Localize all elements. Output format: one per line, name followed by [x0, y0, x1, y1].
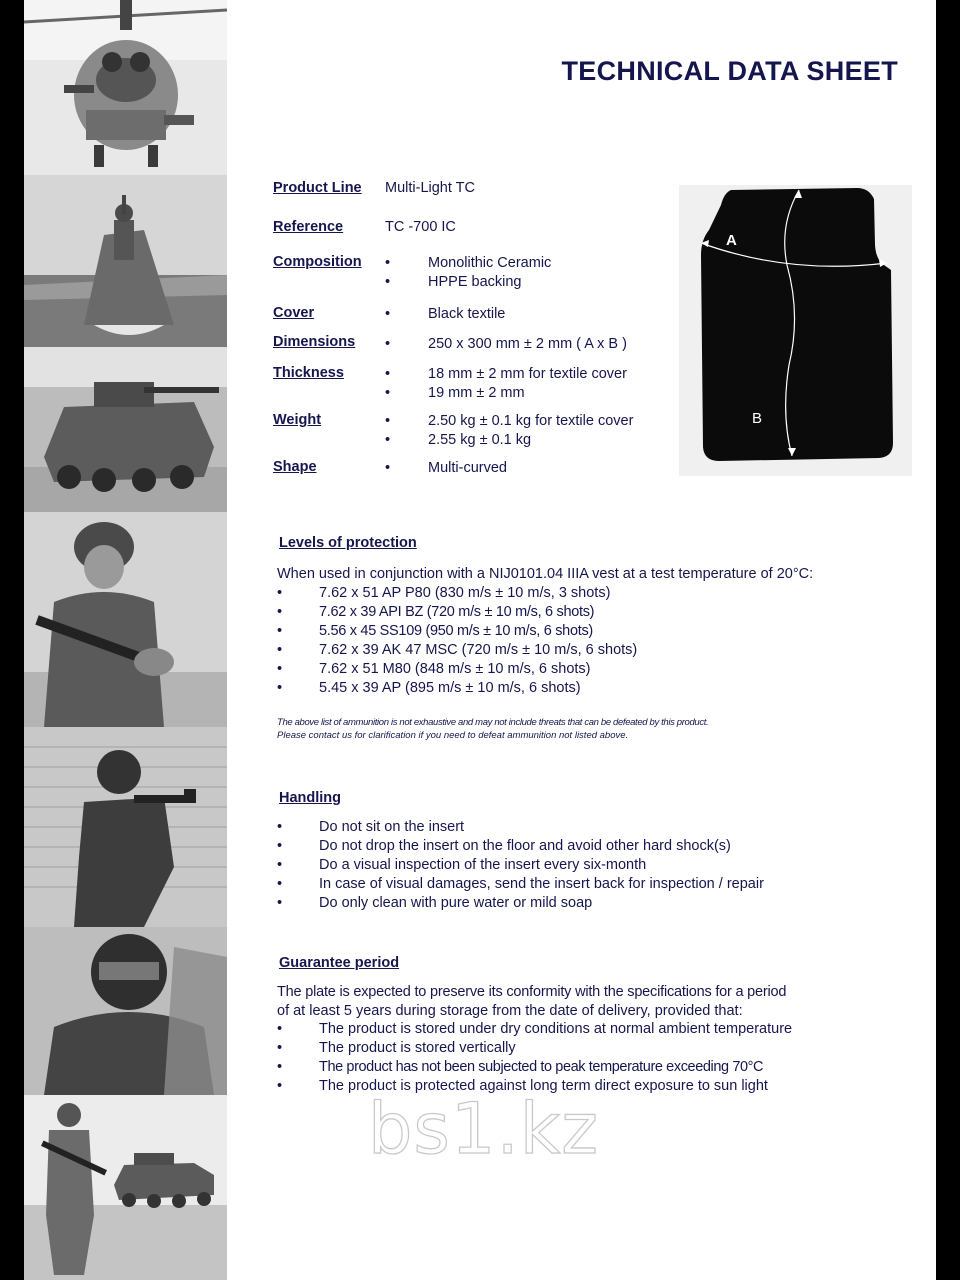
bullet: • — [277, 1021, 283, 1037]
guarantee-intro-line: of at least 5 years during storage from the date of delivery, provided that: — [277, 1003, 743, 1019]
armored-vehicle-photo — [24, 347, 227, 512]
handling-item: Do not drop the insert on the floor and avoid other hard shock(s) — [319, 838, 731, 854]
bullet: • — [385, 366, 391, 382]
spec-weight-item: 2.50 kg ± 0.1 kg for textile cover — [428, 413, 634, 429]
list-item — [277, 818, 764, 837]
plate-label-b: B — [752, 410, 763, 427]
bullet: • — [277, 623, 283, 639]
spec-label-cover: Cover — [273, 305, 315, 321]
left-black-border — [0, 0, 24, 1280]
bullet: • — [277, 661, 283, 677]
bullet: • — [385, 432, 391, 448]
bullet: • — [385, 306, 391, 322]
spec-label-product-line: Product Line — [273, 180, 362, 196]
protection-item: 7.62 x 51 M80 (848 m/s ± 10 m/s, 6 shots) — [319, 661, 591, 677]
plate-label-a: A — [726, 232, 737, 249]
spec-composition-item: HPPE backing — [428, 274, 522, 290]
protection-item: 7.62 x 39 API BZ (720 m/s ± 10 m/s, 6 shots) — [319, 604, 595, 620]
guarantee-list — [277, 1020, 792, 1096]
ammunition-note — [277, 716, 708, 742]
soldier-rifle-photo — [24, 512, 227, 727]
spec-dimensions-item: 250 x 300 mm ± 2 mm ( A x B ) — [428, 336, 627, 352]
list-item — [277, 894, 764, 913]
right-black-border — [936, 0, 960, 1280]
bullet: • — [277, 876, 283, 892]
bullet: • — [277, 1078, 283, 1094]
list-item — [277, 1039, 792, 1058]
spec-weight-item: 2.55 kg ± 0.1 kg — [428, 432, 532, 448]
list-item — [277, 875, 764, 894]
soldier-pistol-photo — [24, 727, 227, 927]
document-title: TECHNICAL DATA SHEET — [561, 56, 898, 86]
protection-item: 7.62 x 51 AP P80 (830 m/s ± 10 m/s, 3 shots) — [319, 585, 611, 601]
protection-item: 7.62 x 39 AK 47 MSC (720 m/s ± 10 m/s, 6 shots) — [319, 642, 638, 658]
bullet: • — [277, 838, 283, 854]
spec-thickness-item: 19 mm ± 2 mm — [428, 385, 525, 401]
protection-list — [277, 584, 637, 698]
spec-label-dimensions: Dimensions — [273, 334, 356, 350]
list-item — [277, 660, 637, 679]
protection-intro: When used in conjunction with a NIJ0101.04 IIIA vest at a test temperature of 20°C: — [277, 566, 814, 582]
handling-item: In case of visual damages, send the insert back for inspection / repair — [319, 876, 764, 892]
list-item — [277, 856, 764, 875]
photo-strip — [24, 0, 227, 1280]
spec-label-shape: Shape — [273, 459, 317, 475]
protection-item: 5.56 x 45 SS109 (950 m/s ± 10 m/s, 6 shots) — [319, 623, 593, 639]
spec-label-thickness: Thickness — [273, 365, 344, 381]
list-item — [277, 679, 637, 698]
spec-label-reference: Reference — [273, 219, 344, 235]
bullet: • — [277, 680, 283, 696]
bullet: • — [277, 895, 283, 911]
bullet: • — [277, 585, 283, 601]
data-sheet-page — [24, 0, 936, 1280]
desert-soldier-photo — [24, 1095, 227, 1280]
list-item — [277, 1020, 792, 1039]
spec-thickness-item: 18 mm ± 2 mm for textile cover — [428, 366, 627, 382]
list-item — [277, 603, 637, 622]
bullet: • — [385, 336, 391, 352]
bullet: • — [277, 819, 283, 835]
plate-illustration — [679, 185, 912, 476]
note-line: The above list of ammunition is not exhaustive and may not include threats that can be defeated by this product. — [277, 717, 709, 728]
handling-item: Do not sit on the insert — [319, 819, 465, 835]
guarantee-item: The product has not been subjected to peak temperature exceeding 70°C — [319, 1059, 764, 1075]
spec-composition-item: Monolithic Ceramic — [428, 255, 552, 271]
guarantee-item: The product is protected against long term direct exposure to sun light — [319, 1078, 768, 1094]
list-item — [277, 641, 637, 660]
bullet: • — [277, 1040, 283, 1056]
bullet: • — [385, 385, 391, 401]
list-item — [277, 584, 637, 603]
list-item — [277, 837, 764, 856]
guarantee-item: The product is stored under dry conditions at normal ambient temperature — [319, 1021, 793, 1037]
list-item — [277, 1058, 792, 1077]
riot-officer-photo — [24, 927, 227, 1095]
bullet: • — [385, 255, 391, 271]
spec-cover-item: Black textile — [428, 306, 506, 322]
spec-shape-item: Multi-curved — [428, 460, 507, 476]
helicopter-photo — [24, 0, 227, 175]
protection-heading: Levels of protection — [279, 535, 417, 551]
handling-item: Do a visual inspection of the insert every six-month — [319, 857, 647, 873]
bullet: • — [385, 460, 391, 476]
guarantee-heading: Guarantee period — [279, 955, 400, 971]
bullet: • — [277, 1059, 283, 1075]
protection-item: 5.45 x 39 AP (895 m/s ± 10 m/s, 6 shots) — [319, 680, 581, 696]
note-line: Please contact us for clarification if you need to defeat ammunition not listed above. — [277, 730, 629, 741]
bullet: • — [385, 413, 391, 429]
handling-list — [277, 818, 764, 913]
spec-value-product-line: Multi-Light TC — [385, 180, 475, 196]
spec-value-reference: TC -700 IC — [385, 219, 456, 235]
bullet: • — [277, 604, 283, 620]
guarantee-intro-line: The plate is expected to preserve its conformity with the specifications for a period — [277, 984, 787, 1000]
guarantee-item: The product is stored vertically — [319, 1040, 516, 1056]
watermark: bs1.kz — [368, 1088, 599, 1170]
bullet: • — [277, 857, 283, 873]
bullet: • — [385, 274, 391, 290]
handling-heading: Handling — [279, 790, 342, 806]
bullet: • — [277, 642, 283, 658]
spec-label-composition: Composition — [273, 254, 362, 270]
handling-item: Do only clean with pure water or mild soap — [319, 895, 593, 911]
list-item — [277, 622, 637, 641]
guarantee-intro — [277, 983, 786, 1021]
spec-label-weight: Weight — [273, 412, 322, 428]
warship-photo — [24, 175, 227, 347]
